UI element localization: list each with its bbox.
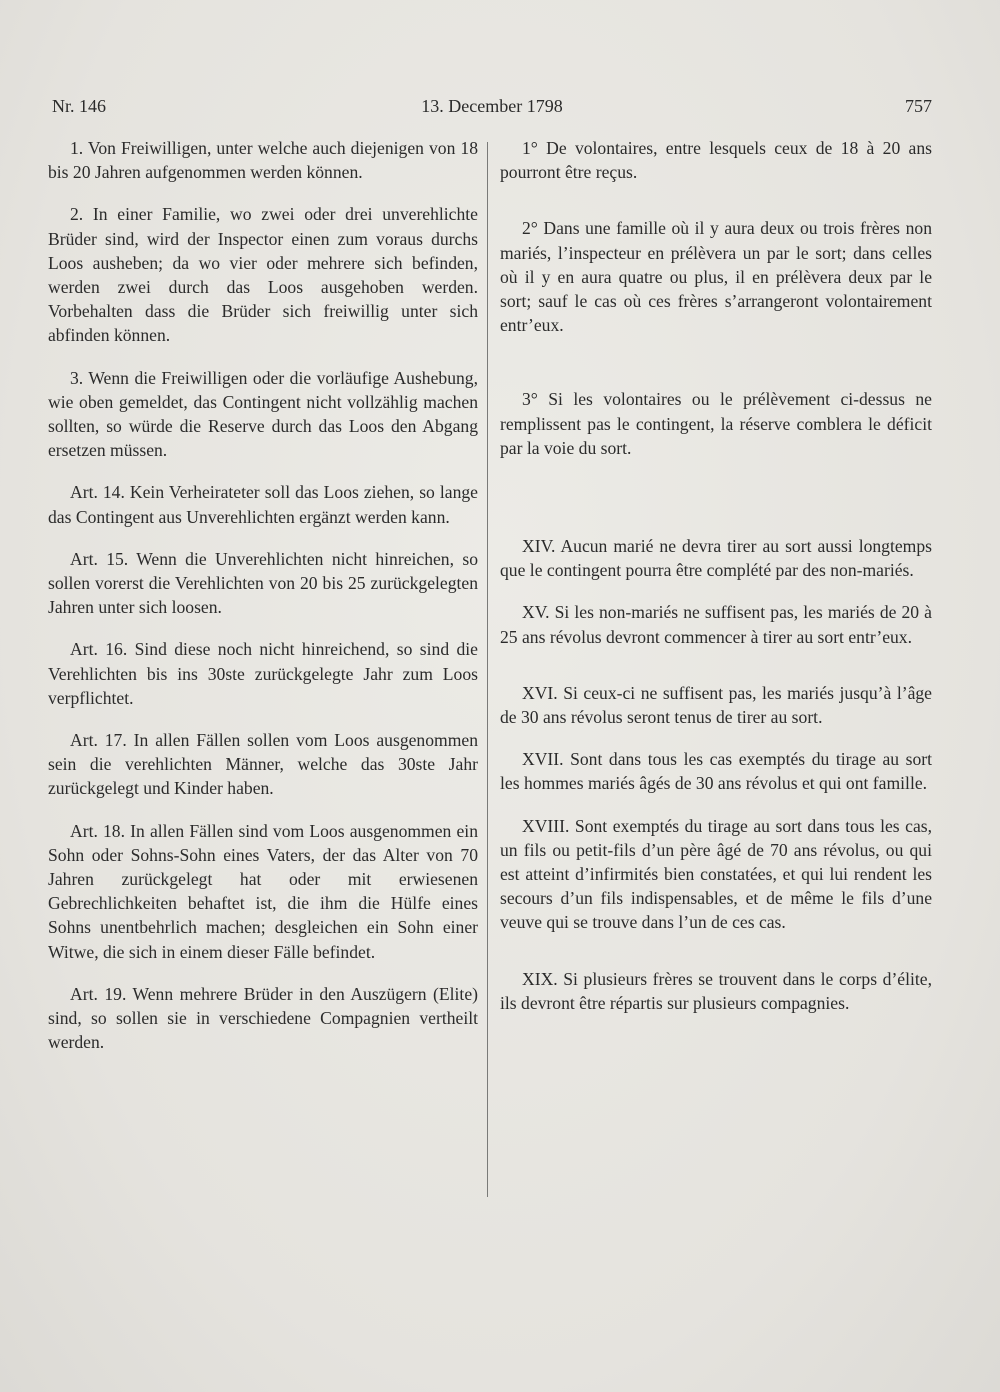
document-date: 13. December 1798 bbox=[421, 96, 563, 116]
french-article: XV. Si les non-mariés ne suffisent pas, les mariés de 20 à 25 ans révolus devront commencer à tirer au sort entr’eux. bbox=[500, 602, 932, 647]
french-article: XVII. Sont dans tous les cas exemptés du tirage au sort les hommes mariés âgés de 30 ans révolus et qui ont famille. bbox=[500, 749, 932, 794]
french-column bbox=[500, 136, 932, 1015]
french-article: XIX. Si plusieurs frères se trouvent dans le corps d’élite, ils devront être répartis sur plusieurs compagnies. bbox=[500, 968, 932, 1013]
page-number: 757 bbox=[905, 96, 932, 116]
german-article: Art. 19. Wenn mehrere Brüder in den Auszügern (Elite) sind, so sollen sie in verschiedene Compagnien vertheilt werden. bbox=[48, 983, 478, 1053]
german-article: Art. 14. Kein Verheirateter soll das Loos ziehen, so lange das Contingent aus Unverehlichten ergänzt werden kann. bbox=[48, 482, 478, 527]
french-article: XVI. Si ceux-ci ne suffisent pas, les mariés jusqu’à l’âge de 30 ans révolus seront tenus de tirer au sort. bbox=[500, 682, 932, 728]
german-paragraph: 3. Wenn die Freiwilligen oder die vorläufige Aushebung, wie oben gemeldet, das Contingent nicht vollzählig machen sollten, so würde die Reserve durch das Loos den Abgang ersetzen müssen. bbox=[48, 367, 478, 461]
document-number: Nr. 146 bbox=[52, 96, 106, 116]
page-header bbox=[52, 96, 932, 122]
french-article: XVIII. Sont exemptés du tirage au sort dans tous les cas, un fils ou petit-fils d’un père âgé de 70 ans révolus, ou qui est atteint d’infirmités bien constatées, et qui lui rendent les secours d’un fils indispensables, et de même le fils d’une veuve qui se trouve dans l’un de ces cas. bbox=[500, 815, 932, 933]
german-column bbox=[48, 136, 478, 1055]
german-article: Art. 15. Wenn die Unverehlichten nicht hinreichen, so sollen vorerst die Verehlichten von 20 bis 25 zurückgelegten Jahren unter sich loosen. bbox=[48, 548, 478, 618]
french-article: XIV. Aucun marié ne devra tirer au sort aussi longtemps que le contingent pourra être complété par des non-mariés. bbox=[500, 536, 932, 581]
french-paragraph: 2° Dans une famille où il y aura deux ou trois frères non mariés, l’inspecteur en prélèvera un par le sort; dans celles où il y en aura quatre ou plus, il en prélèvera deux par le sort; sauf le cas où ces frères s’arrangeront volontairement entr’eux. bbox=[500, 218, 932, 336]
french-paragraph: 1° De volontaires, entre lesquels ceux de 18 à 20 ans pourront être reçus. bbox=[500, 138, 932, 183]
german-paragraph: 2. In einer Familie, wo zwei oder drei unverehlichte Brüder sind, wird der Inspector einen zum voraus durchs Loos ausheben; da wo vier oder mehrere sich befinden, werden zwei durch das Loos ausgehoben werden. Vorbehalten dass die Brüder sich freiwillig unter sich abfinden können. bbox=[48, 204, 478, 346]
german-article: Art. 18. In allen Fällen sind vom Loos ausgenommen ein Sohn oder Sohns-Sohn eines Vaters, der das Alter von 70 Jahren zurückgelegt hat oder mit erwiesenen Gebrechlichkeiten behaftet ist, die ihm die Hülfe eines Sohns unentbehrlich machen; desgleichen ein Sohn einer Witwe, die sich in einem dieser Fälle befindet. bbox=[48, 820, 478, 962]
german-article: Art. 17. In allen Fällen sollen vom Loos ausgenommen sein die verehlichten Männer, welche das 30ste Jahr zurückgelegt und Kinder haben. bbox=[48, 730, 478, 799]
german-article: Art. 16. Sind diese noch nicht hinreichend, so sind die Verehlichten bis ins 30ste zurückgelegte Jahr zum Loos verpflichtet. bbox=[48, 639, 478, 708]
column-divider bbox=[487, 142, 488, 1197]
german-paragraph: 1. Von Freiwilligen, unter welche auch diejenigen von 18 bis 20 Jahren aufgenommen werden können. bbox=[48, 138, 478, 183]
french-paragraph: 3° Si les volontaires ou le prélèvement ci-dessus ne remplissent pas le contingent, la réserve comblera le déficit par la voie du sort. bbox=[500, 389, 932, 458]
